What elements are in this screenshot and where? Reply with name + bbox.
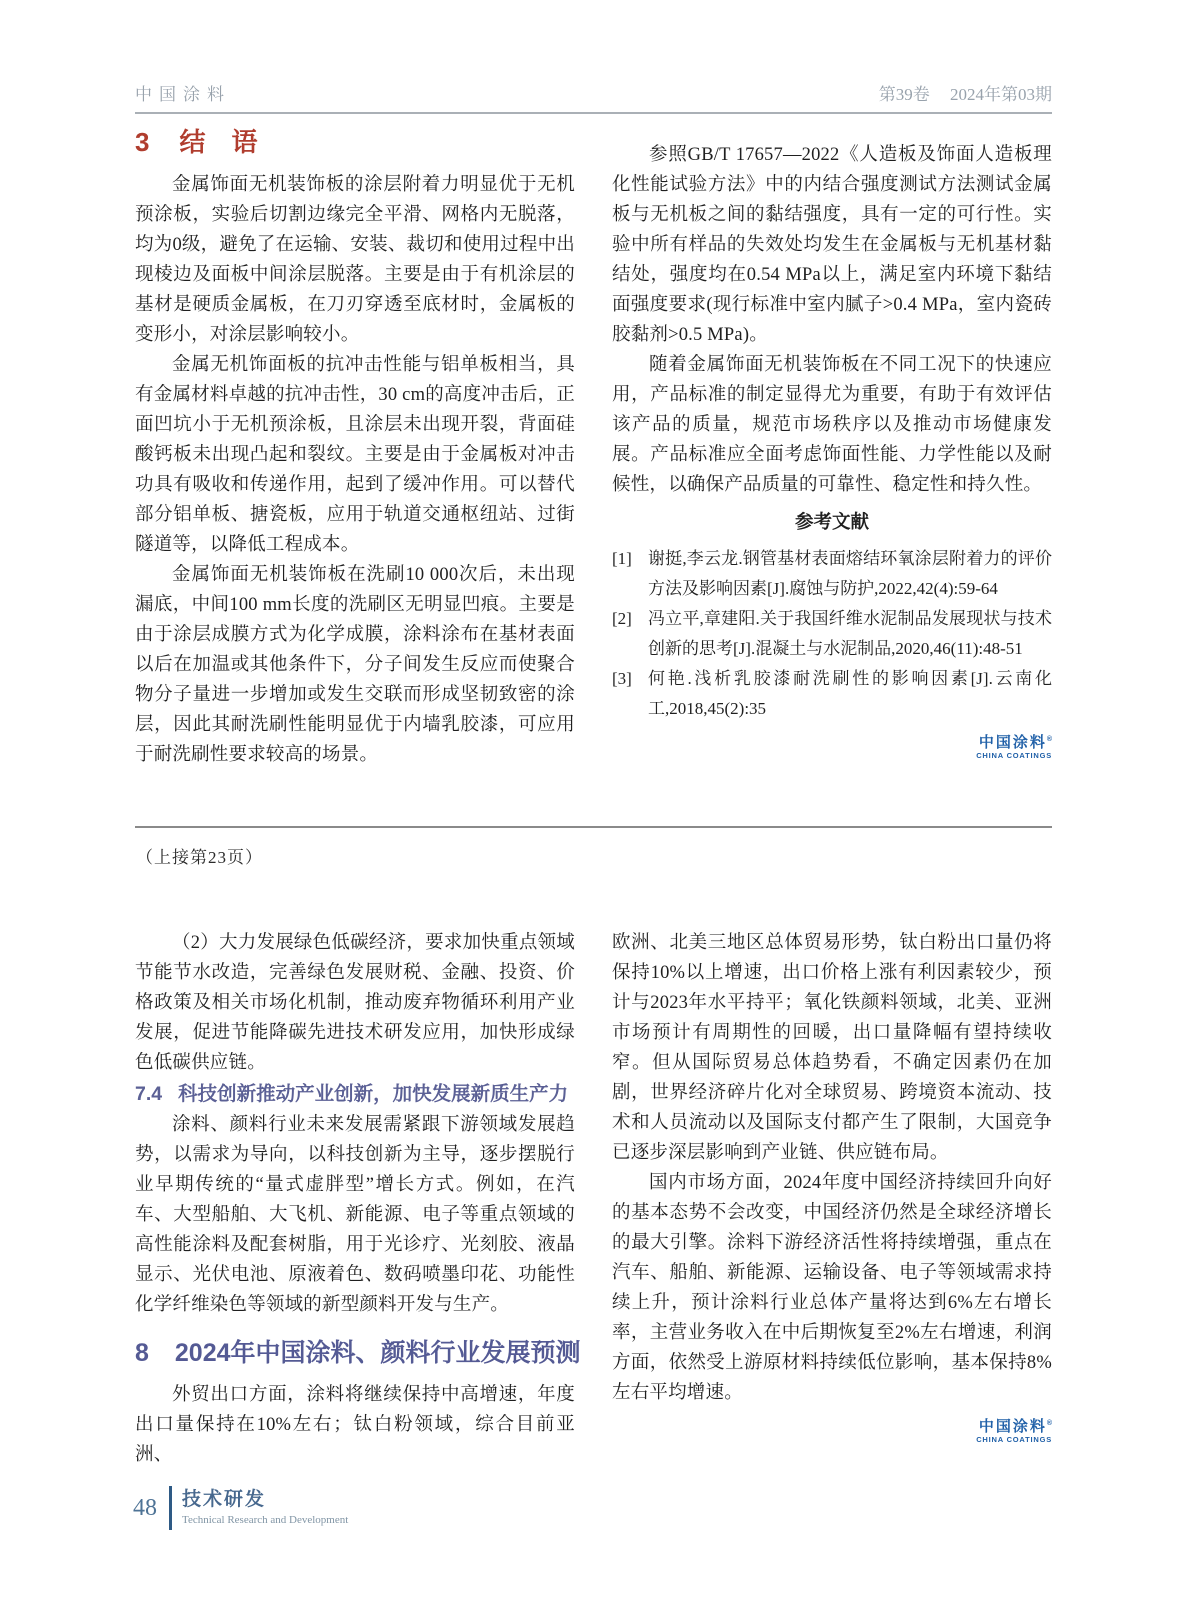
logo-english-text: CHINA COATINGS (976, 751, 1052, 760)
reference-item (612, 664, 1052, 724)
footer-divider-bar (169, 1486, 172, 1530)
references-heading: 参考文献 (794, 513, 869, 533)
section-number: 7.4 (135, 1083, 163, 1105)
paragraph: 欧洲、北美三地区总体贸易形势，钛白粉出口量仍将保持10%以上增速，出口价格上涨有利因素较少，预计与2023年水平持平；氧化铁颜料领域，北美、亚洲市场预计有周期性的回暖，出口量降幅有望持续收窄。但从国际贸易总体趋势看，不确定因素仍在加剧，世界经济碎片化对全球贸易、跨境资本流动、技术和人员流动以及国际支付都产生了限制，大国竞争已逐步深层影响到产业链、供应链布局。 (612, 933, 1052, 1163)
logo-chinese-text: 中国涂料® (978, 734, 1052, 751)
article2-right-column (612, 928, 1052, 1470)
paragraph: 涂料、颜料行业未来发展需紧跟下游领域发展趋势，以需求为导向，以科技创新为主导，逐步摆脱行业早期传统的“量式虚胖型”增长方式。例如，在汽车、大型船舶、大飞机、新能源、电子等重点领域的高性能涂料及配套树脂，用于光诊疗、光刻胶、液晶显示、光伏电池、原液着色、数码喷墨印花、功能性化学纤维染色等领域的新型颜料开发与生产。 (135, 1115, 575, 1315)
footer-section-english: Technical Research and Development (182, 1514, 349, 1526)
page-number: 48 (133, 1494, 157, 1521)
issue-info (863, 80, 1052, 105)
subsection-heading-7-4 (135, 1080, 575, 1108)
article2-left-column (135, 928, 581, 1470)
reference-item (612, 544, 1052, 604)
reference-label: [3] (612, 669, 632, 688)
china-coatings-logo (612, 732, 1052, 761)
article-conclusion (135, 126, 1052, 770)
section-title: 科技创新推动产业创新，加快发展新质生产力 (178, 1083, 569, 1105)
logo-english-text: CHINA COATINGS (976, 1435, 1052, 1444)
china-coatings-logo (612, 1416, 1052, 1445)
paragraph: 金属饰面无机装饰板在洗刷10 000次后，未出现漏底，中间100 mm长度的洗刷区无明显凹痕。主要是由于涂层成膜方式为化学成膜，涂料涂布在基材表面以后在加温或其他条件下，分子间发生反应而使聚合物分子量进一步增加或发生交联而形成坚韧致密的涂层，因此其耐洗刷性能明显优于内墙乳胶漆，可应用于耐洗刷性要求较高的场景。 (135, 565, 575, 765)
article-forecast (135, 928, 1052, 1470)
paragraph: （2）大力发展绿色低碳经济，要求加快重点领域节能节水改造，完善绿色发展财税、金融、投资、价格政策及相关市场化机制，推动废弃物循环利用产业发展，促进节能降碳先进技术研发应用，加快形成绿色低碳供应链。 (135, 933, 575, 1073)
paragraph: 外贸出口方面，涂料将继续保持中高增速，年度出口量保持在10%左右；钛白粉领域，综合目前亚洲、 (135, 1385, 575, 1465)
logo-chinese-text: 中国涂料® (978, 1418, 1052, 1435)
paragraph: 金属饰面无机装饰板的涂层附着力明显优于无机预涂板，实验后切割边缘完全平滑、网格内无脱落，均为0级，避免了在运输、安装、裁切和使用过程中出现棱边及面板中间涂层脱落。主要是由于有机涂层的基材是硬质金属板，在刀刃穿透至底材时，金属板的变形小，对涂层影响较小。 (135, 175, 575, 345)
paragraph: 国内市场方面，2024年度中国经济持续回升向好的基本态势不会改变，中国经济仍然是全球经济增长的最大引擎。涂料下游经济活性将持续增强，重点在汽车、船舶、新能源、运输设备、电子等领域需求持续上升，预计涂料行业总体产量将达到6%左右增长率，主营业务收入在中后期恢复至2%左右增速，利润方面，依然受上游原材料持续低位影响，基本保持8%左右平均增速。 (612, 1173, 1052, 1403)
footer-section (182, 1488, 348, 1528)
section-number: 3 (135, 127, 150, 157)
continuation-note: （上接第23页） (136, 848, 263, 867)
reference-item (612, 604, 1052, 664)
paragraph: 随着金属饰面无机装饰板在不同工况下的快速应用，产品标准的制定显得尤为重要，有助于有效评估该产品的质量，规范市场秩序以及推动市场健康发展。产品标准应全面考虑饰面性能、力学性能以及耐候性，以确保产品质量的可靠性、稳定性和持久性。 (612, 355, 1052, 495)
page-header (135, 80, 1052, 114)
article1-right-column (612, 126, 1052, 770)
article1-left-column (135, 126, 575, 770)
section-title: 结 语 (179, 127, 258, 157)
footer-section-chinese: 技术研发 (182, 1489, 267, 1510)
article-divider (135, 826, 1052, 828)
reference-label: [2] (612, 609, 632, 628)
registered-mark-icon: ® (1046, 1420, 1052, 1427)
issue-label: 2024年第03期 (950, 85, 1052, 104)
reference-text: 何艳.浅析乳胶漆耐洗刷性的影响因素[J].云南化工,2018,45(2):35 (648, 669, 1052, 718)
journal-name: 中国涂料 (135, 85, 231, 104)
section-title: 2024年中国涂料、颜料行业发展预测 (174, 1339, 581, 1367)
volume-label: 第39卷 (878, 85, 930, 104)
page-footer (133, 1486, 348, 1530)
section-number: 8 (135, 1339, 149, 1367)
registered-mark-icon: ® (1046, 736, 1052, 743)
reference-text: 谢挺,李云龙.钢管基材表面熔结环氧涂层附着力的评价方法及影响因素[J].腐蚀与防护,2022,42(4):59-64 (648, 549, 1052, 598)
paragraph: 金属无机饰面板的抗冲击性能与铝单板相当，具有金属材料卓越的抗冲击性，30 cm的高度冲击后，正面凹坑小于无机预涂板，且涂层未出现开裂，背面硅酸钙板未出现凸起和裂纹。主要是由于金属板对冲击功具有吸收和传递作用，起到了缓冲作用。可以替代部分铝单板、搪瓷板，应用于轨道交通枢纽站、过街隧道等，以降低工程成本。 (135, 355, 575, 555)
paragraph: 参照GB/T 17657—2022《人造板及饰面人造板理化性能试验方法》中的内结合强度测试方法测试金属板与无机板之间的黏结强度，具有一定的可行性。实验中所有样品的失效处均发生在金属板与无机基材黏结处，强度均在0.54 MPa以上，满足室内环境下黏结面强度要求(现行标准中室内腻子>0.4 MPa，室内瓷砖胶黏剂>0.5 MPa)。 (612, 145, 1052, 345)
section-heading-conclusion (135, 126, 575, 158)
reference-text: 冯立平,章建阳.关于我国纤维水泥制品发展现状与技术创新的思考[J].混凝土与水泥制品,2020,46(11):48-51 (648, 609, 1052, 658)
section-heading-8 (135, 1336, 581, 1370)
reference-label: [1] (612, 549, 632, 568)
